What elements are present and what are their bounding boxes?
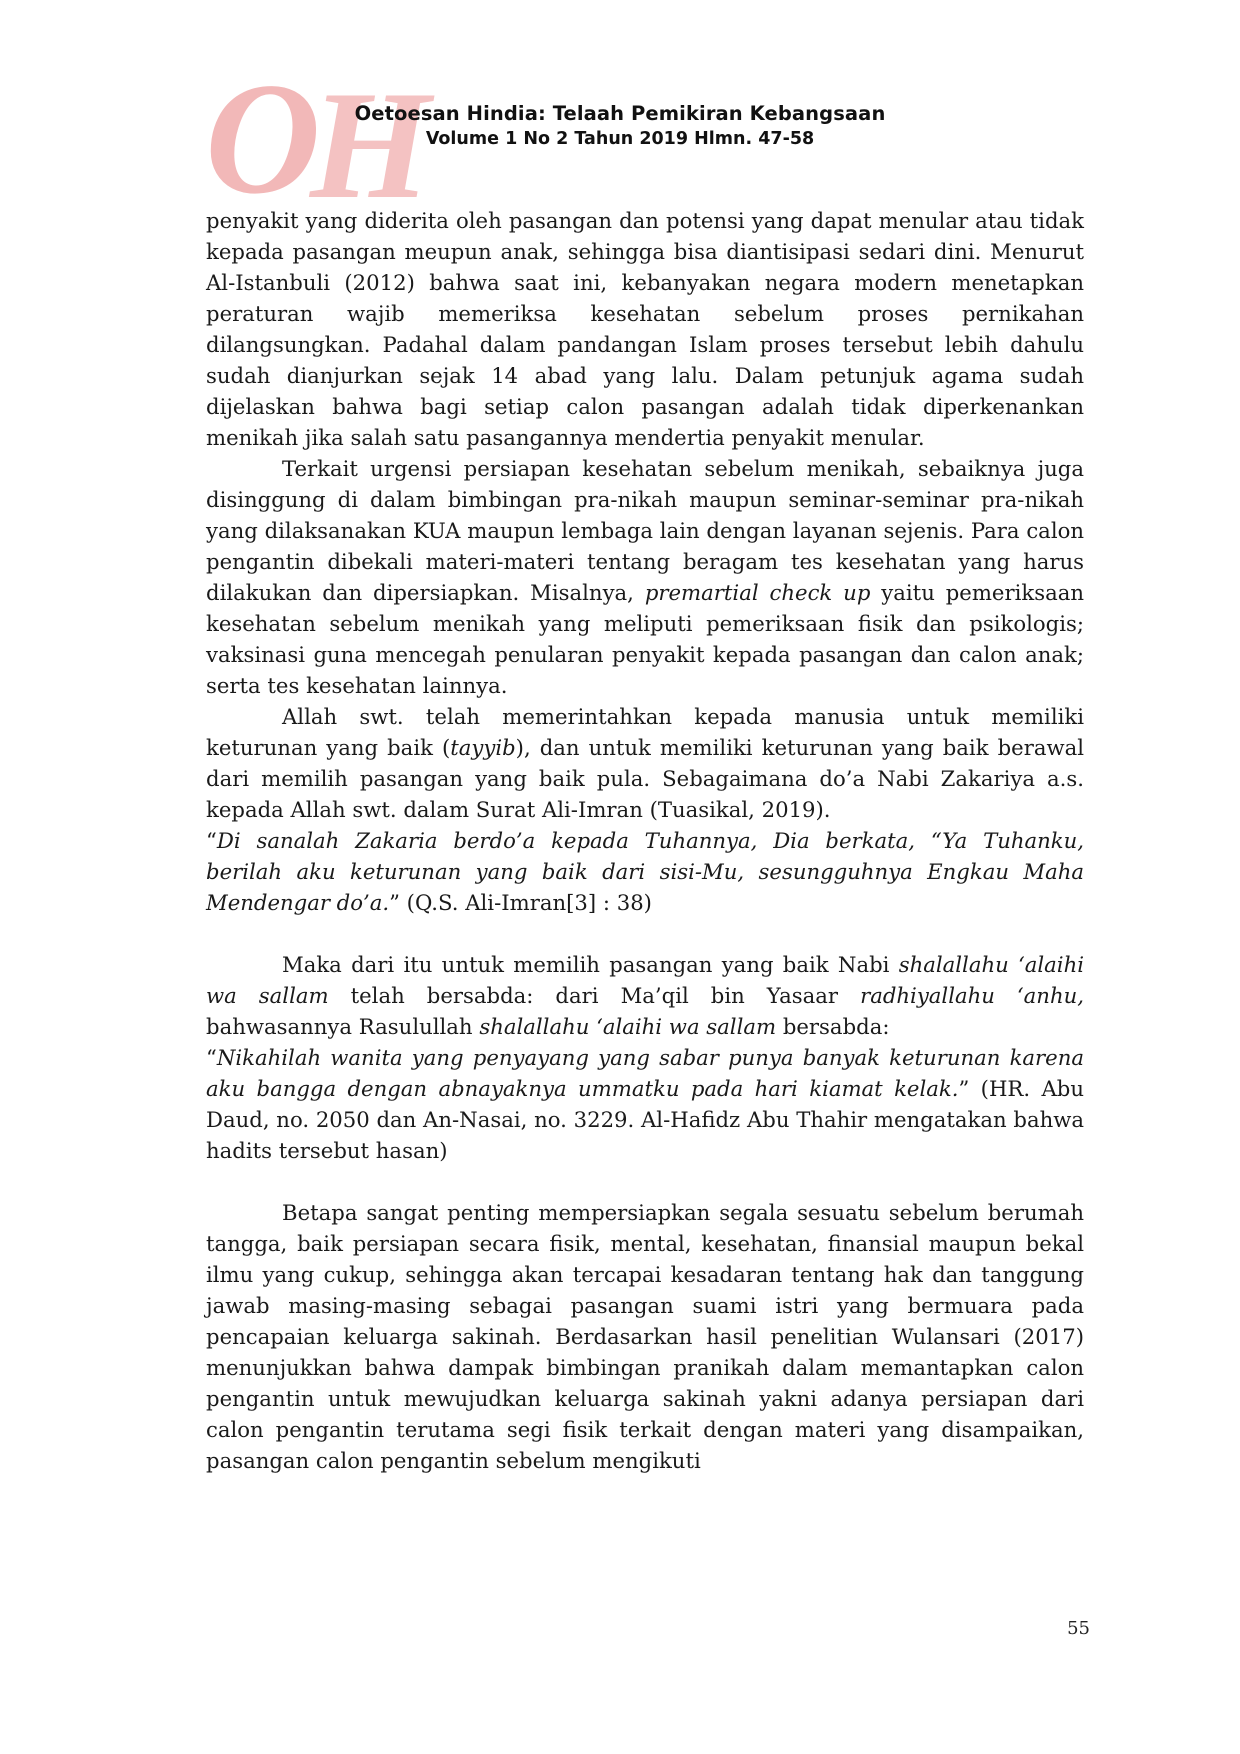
text-run: Maka dari itu untuk memilih pasangan yang baik Nabi (282, 952, 899, 977)
running-header (0, 102, 1240, 149)
quote-hadith (206, 1042, 1084, 1166)
text-run: bersabda: (776, 1014, 890, 1039)
text-run: Allah swt. telah memerintahkan kepada manusia untuk memiliki keturunan yang baik ( (206, 704, 1084, 760)
text-run: bahwasannya Rasulullah (206, 1014, 480, 1039)
text-run: ), dan untuk memiliki keturunan yang baik berawal dari memilih pasangan yang baik pula. Sebagaimana do’a Nabi Zakariya a.s. kepada Allah swt. dalam Surat Ali-Imran (Tuasikal, 2019). (206, 735, 1084, 822)
paragraph-preparation-importance: Betapa sangat penting mempersiapkan segala sesuatu sebelum berumah tangga, baik persiapan secara fisik, mental, kesehatan, finansial maupun bekal ilmu yang cukup, sehingga akan tercapai kesadaran tentang hak dan tanggung jawab masing-masing sebagai pasangan suami istri yang bermuara pada pencapaian keluarga sakinah. Berdasarkan hasil penelitian Wulansari (2017) menunjukkan bahwa dampak bimbingan pranikah dalam memantapkan calon pengantin untuk mewujudkan keluarga sakinah yakni adanya persiapan dari calon pengantin terutama segi fisik terkait dengan materi yang disampaikan, pasangan calon pengantin sebelum mengikuti (206, 1200, 1084, 1473)
quote-citation: ” (Q.S. Ali-Imran[3] : 38) (389, 890, 652, 915)
text-run: yaitu pemeriksaan kesehatan sebelum menikah yang meliputi pemeriksaan fisik dan psikologis; vaksinasi guna mencegah penularan penyakit kepada pasangan dan calon anak; serta tes kesehatan lainnya. (206, 580, 1084, 698)
italic-term: radhiyallahu ‘anhu, (860, 983, 1084, 1008)
text-run: telah bersabda: dari Ma’qil bin Yasaar (328, 983, 861, 1008)
italic-term: premartial check up (644, 580, 871, 605)
paragraph-health-preparation (206, 453, 1084, 701)
italic-term: tayyib (450, 735, 516, 760)
logo-letter-h: H (310, 59, 431, 231)
journal-title: Oetoesan Hindia: Telaah Pemikiran Kebangsaan (354, 102, 886, 125)
paragraph-continued: penyakit yang diderita oleh pasangan dan potensi yang dapat menular atau tidak kepada pasangan meupun anak, sehingga bisa diantisipasi sedari dini. Menurut Al-Istanbuli (2012) bahwa saat ini, kebanyakan negara modern menetapkan peraturan wajib memeriksa kesehatan sebelum proses pernikahan dilangsungkan. Padahal dalam pandangan Islam proses tersebut lebih dahulu sudah dianjurkan sejak 14 abad yang lalu. Dalam petunjuk agama sudah dijelaskan bahwa bagi setiap calon pasangan adalah tidak diperkenankan menikah jika salah satu pasangannya mendertia penyakit menular. (206, 208, 1084, 450)
page-number: 55 (1067, 1618, 1090, 1639)
logo-letter-o: O (205, 49, 321, 227)
quote-open: “ (206, 1045, 217, 1070)
volume-info: Volume 1 No 2 Tahun 2019 Hlmn. 47-58 (425, 129, 815, 149)
quote-text: Nikahilah wanita yang penyayang yang sabar punya banyak keturunan karena aku bangga dengan abnayaknya ummatku pada hari kiamat kelak. (206, 1045, 1084, 1101)
italic-term: shalallahu ‘alaihi wa sallam (206, 952, 1084, 1008)
quote-ali-imran (206, 825, 1084, 918)
text-run: Terkait urgensi persiapan kesehatan sebelum menikah, sebaiknya juga disinggung di dalam bimbingan pra-nikah maupun seminar-seminar pra-nikah yang dilaksanakan KUA maupun lembaga lain dengan layanan sejenis. Para calon pengantin dibekali materi-materi tentang beragam tes kesehatan yang harus dilakukan dan dipersiapkan. Misalnya, (206, 456, 1084, 605)
paragraph-hadith-intro (206, 949, 1084, 1042)
quote-citation: ” (HR. Abu Daud, no. 2050 dan An-Nasai, no. 3229. Al-Hafidz Abu Thahir mengatakan bahwa hadits tersebut hasan) (206, 1076, 1085, 1163)
paragraph-good-offspring (206, 701, 1084, 825)
quote-text: Di sanalah Zakaria berdo’a kepada Tuhannya, Dia berkata, “Ya Tuhanku, berilah aku keturunan yang baik dari sisi-Mu, sesungguhnya Engkau Maha Mendengar do’a. (206, 828, 1084, 915)
quote-open: “ (206, 828, 217, 853)
italic-term: shalallahu ‘alaihi wa sallam (479, 1014, 777, 1039)
article-body (206, 205, 1084, 1476)
